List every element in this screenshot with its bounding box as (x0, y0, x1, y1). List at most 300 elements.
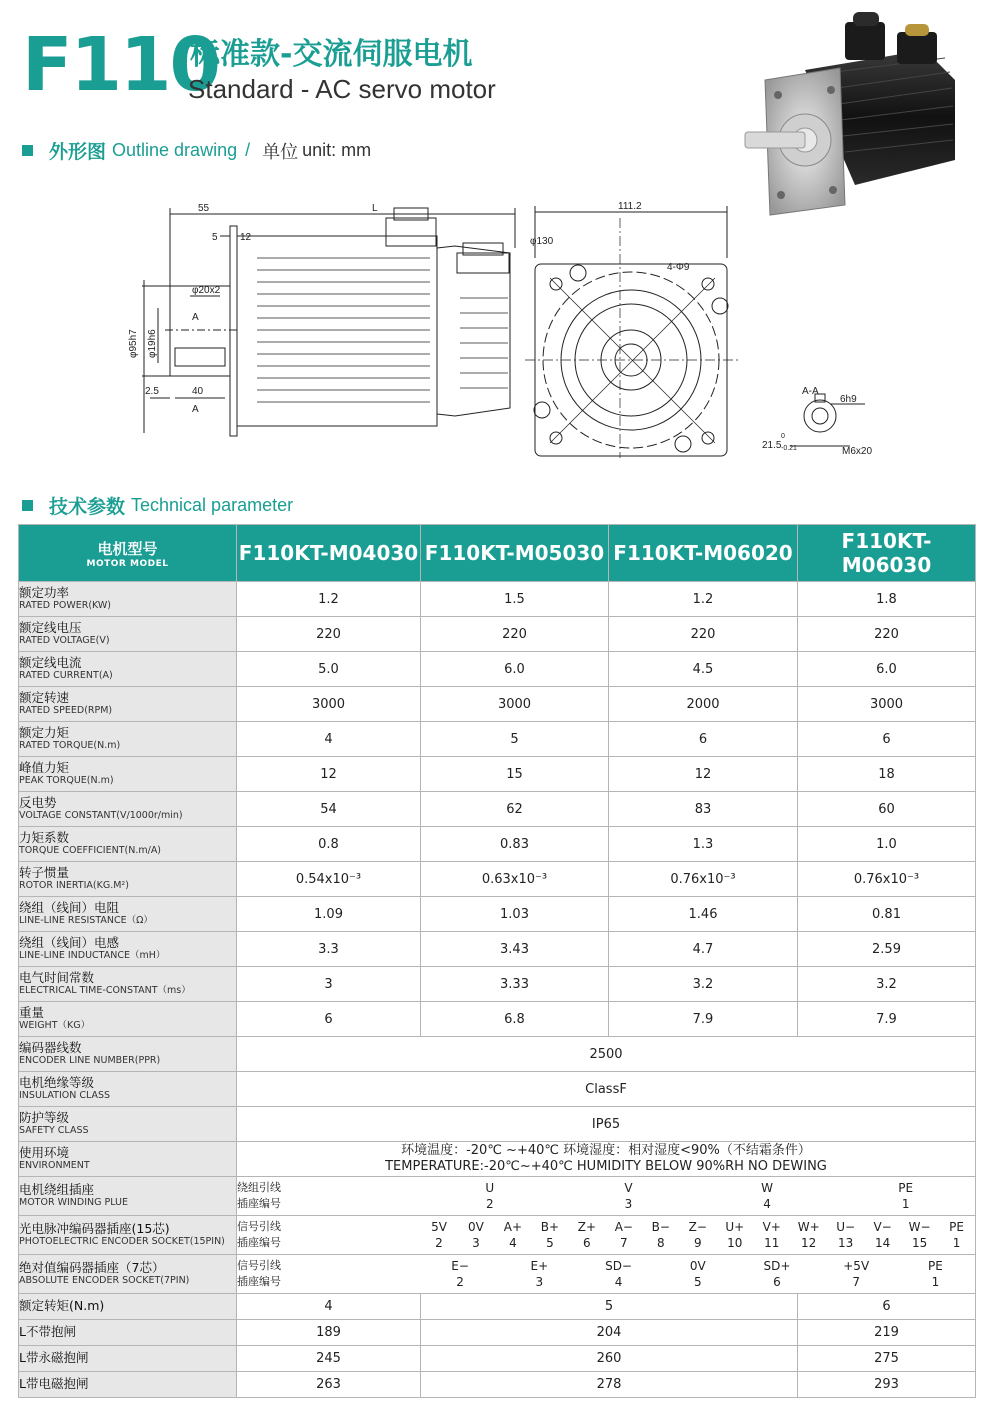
value-cell: ClassF (237, 1072, 976, 1107)
value-cell: 6 (237, 1002, 421, 1037)
row-label (19, 1346, 237, 1372)
unit-label-en: unit: mm (302, 140, 372, 160)
dim-111-2: 111.2 (618, 201, 642, 212)
value-cell: 3 (237, 967, 421, 1002)
tol-plus: 0 (781, 433, 785, 440)
pin-column (531, 1219, 568, 1251)
value-cell: 0.81 (798, 897, 976, 932)
value-cell: 220 (237, 617, 421, 652)
dim-55: 55 (198, 203, 210, 214)
pin-row-winding (19, 1177, 976, 1216)
pin-number: 7 (620, 1236, 628, 1250)
pin-number: 12 (801, 1236, 817, 1250)
pin-column (579, 1258, 658, 1290)
dim-phi19: φ19h6 (147, 329, 158, 358)
value-cell: 1.09 (237, 897, 421, 932)
pin-number: 5 (546, 1236, 554, 1250)
row-label-cn: 额定线电压 (19, 620, 82, 636)
pin-number: 4 (614, 1275, 623, 1289)
pin-sub-labels (237, 1216, 421, 1255)
value-cell: 204 (421, 1320, 798, 1346)
pin-column (836, 1180, 975, 1212)
pin-number: 1 (901, 1197, 910, 1211)
pin-number: 7 (852, 1275, 861, 1289)
environment-line-en: TEMPERATURE:-20℃~+40℃ HUMIDITY BELOW 90%RH NO DEWING (385, 1159, 827, 1174)
pin-signal: V− (873, 1219, 892, 1234)
pin-signal: E− (451, 1258, 469, 1273)
value-cell: 4 (237, 1294, 421, 1320)
table-row (19, 1346, 976, 1372)
signal-lead-label: 信号引线 (237, 1258, 281, 1272)
table-row (19, 687, 976, 722)
motor-photo (745, 10, 965, 215)
table-row (19, 792, 976, 827)
pin-column (421, 1219, 458, 1251)
value-cell: 275 (798, 1346, 976, 1372)
row-label (19, 1177, 237, 1216)
pin-number: 2 (435, 1236, 443, 1250)
table-row (19, 617, 976, 652)
pin-signal: PE (898, 1180, 914, 1195)
pin-column (605, 1219, 642, 1251)
model-name: F110KT-M06020 (609, 525, 798, 582)
value-cell: 0.76x10⁻³ (798, 862, 976, 897)
value-cell: 3.2 (609, 967, 798, 1002)
table-row (19, 932, 976, 967)
row-label (19, 967, 237, 1002)
value-cell: 54 (237, 792, 421, 827)
outline-title-cn: 外形图 (49, 141, 107, 163)
pin-signal: 0V (468, 1219, 484, 1234)
pin-number: 6 (583, 1236, 591, 1250)
model-name: F110KT-M04030 (237, 525, 421, 582)
dim-5: 5 (212, 232, 218, 243)
row-label-en: RATED TORQUE(N.m) (19, 739, 121, 751)
model-name: F110KT-M05030 (421, 525, 609, 582)
section-bullet (22, 145, 33, 156)
value-cell: 1.2 (237, 582, 421, 617)
row-label (19, 617, 237, 652)
pin-number: 1 (931, 1275, 940, 1289)
value-cell: 4.5 (609, 652, 798, 687)
value-cell: 7.9 (798, 1002, 976, 1037)
table-row (19, 582, 976, 617)
table-row (19, 897, 976, 932)
row-label-en: ENVIRONMENT (19, 1159, 90, 1171)
value-cell: 15 (421, 757, 609, 792)
value-cell: 3.3 (237, 932, 421, 967)
row-label-cn: 绕组（线间）电阻 (19, 900, 120, 916)
row-label (19, 1372, 237, 1398)
pin-column (568, 1219, 605, 1251)
model-header-cn: 电机型号 (97, 539, 158, 558)
row-label-cn: 使用环境 (19, 1145, 70, 1161)
value-cell: 220 (798, 617, 976, 652)
tech-section-header (22, 492, 293, 519)
pin-column (864, 1219, 901, 1251)
row-label-en: RATED SPEED(RPM) (19, 704, 113, 716)
pin-row-abs-enc (19, 1255, 976, 1294)
pin-signal: E+ (530, 1258, 549, 1273)
value-cell: 1.3 (609, 827, 798, 862)
value-cell: 263 (237, 1372, 421, 1398)
table-row (19, 1107, 976, 1142)
table-row (19, 1002, 976, 1037)
table-row (19, 652, 976, 687)
row-label-en: WEIGHT（KG） (19, 1019, 91, 1031)
pin-signal: V+ (762, 1219, 781, 1234)
environment-value (237, 1142, 976, 1177)
pin-grid (421, 1219, 976, 1251)
row-label (19, 1294, 237, 1320)
outline-drawing (130, 198, 880, 463)
value-cell: 6 (609, 722, 798, 757)
row-label-cn: 峰值力矩 (19, 760, 70, 776)
row-label (19, 1002, 237, 1037)
pin-column (737, 1258, 816, 1290)
pin-signal: +5V (843, 1258, 870, 1273)
outline-slash: / (245, 140, 251, 160)
value-cell: 2500 (237, 1037, 976, 1072)
row-label-en: RATED VOLTAGE(V) (19, 634, 110, 646)
pin-number: 14 (874, 1236, 891, 1250)
pin-sub-labels (237, 1255, 421, 1294)
pin-grid (421, 1258, 976, 1290)
row-label (19, 582, 237, 617)
pin-column (698, 1180, 837, 1212)
row-label-cn: 绝对值编码器插座（7芯） (19, 1260, 165, 1276)
pin-number: 10 (727, 1236, 743, 1250)
pin-column (500, 1258, 579, 1290)
pin-signal: W+ (797, 1219, 820, 1234)
value-cell: 0.76x10⁻³ (609, 862, 798, 897)
value-cell: 6.0 (421, 652, 609, 687)
pin-column (421, 1258, 500, 1290)
value-cell: 1.2 (609, 582, 798, 617)
row-label (19, 792, 237, 827)
pin-grid-cell (421, 1255, 976, 1294)
value-cell: 12 (609, 757, 798, 792)
pin-column (901, 1219, 938, 1251)
pin-number: 13 (838, 1236, 854, 1250)
pin-grid-cell (421, 1177, 976, 1216)
pin-signal: U (485, 1180, 495, 1195)
pin-column (716, 1219, 753, 1251)
spec-table (18, 524, 976, 1398)
row-label-cn: L带永磁抱闸 (19, 1350, 89, 1366)
pin-number: 5 (693, 1275, 702, 1289)
row-label-en: ENCODER LINE NUMBER(PPR) (19, 1054, 161, 1066)
signal-lead-label: 绕组引线 (237, 1180, 281, 1194)
dim-21-5: 21.5 (762, 440, 782, 451)
table-row (19, 1294, 976, 1320)
row-label-cn: 编码器线数 (19, 1040, 82, 1056)
table-row (19, 827, 976, 862)
environment-line-cn: 环境温度：-20℃ ~+40℃ 环境湿度：相对湿度<90%（不结霜条件） (401, 1142, 811, 1158)
value-cell: 4 (237, 722, 421, 757)
row-label (19, 827, 237, 862)
table-row (19, 967, 976, 1002)
dim-12: 12 (240, 232, 252, 243)
value-cell: 6 (798, 722, 976, 757)
row-label-en: RATED POWER(KW) (19, 599, 112, 611)
dim-L: L (372, 203, 378, 214)
value-cell: 2.59 (798, 932, 976, 967)
row-label-cn: 额定转矩(N.m) (19, 1298, 105, 1314)
dim-6h9: 6h9 (840, 394, 857, 405)
value-cell: 220 (421, 617, 609, 652)
unit-label-cn: 单位 (262, 141, 299, 163)
pin-column (679, 1219, 716, 1251)
section-aa-label: A-A (802, 386, 819, 397)
pin-signal: PE (949, 1219, 964, 1234)
pin-column (658, 1258, 737, 1290)
row-label-en: MOTOR WINDING PLUE (19, 1196, 128, 1208)
pin-number: 2 (456, 1275, 464, 1289)
pin-column (896, 1258, 975, 1290)
model-header-cell (19, 525, 237, 582)
row-label-en: PEAK TORQUE(N.m) (19, 774, 114, 786)
row-label-cn: L不带抱闸 (19, 1324, 76, 1340)
value-cell: 62 (421, 792, 609, 827)
value-cell: 5 (421, 1294, 798, 1320)
value-cell: 3000 (421, 687, 609, 722)
pin-signal: Z+ (577, 1219, 596, 1234)
value-cell: 0.54x10⁻³ (237, 862, 421, 897)
table-row (19, 757, 976, 792)
pin-number: 1 (952, 1236, 961, 1250)
pin-signal: A+ (503, 1219, 523, 1234)
row-label (19, 1320, 237, 1346)
pin-column (559, 1180, 698, 1212)
dim-phi130: φ130 (530, 236, 554, 247)
table-row (19, 1372, 976, 1398)
row-label (19, 1072, 237, 1107)
value-cell: 6.8 (421, 1002, 609, 1037)
page-title-en: Standard - AC servo motor (188, 74, 496, 104)
value-cell: IP65 (237, 1107, 976, 1142)
dim-phi95: φ95h7 (128, 329, 139, 358)
pin-column (753, 1219, 790, 1251)
socket-number-label: 插座编号 (237, 1197, 281, 1210)
row-label-en: INSULATION CLASS (19, 1089, 111, 1101)
row-label-en: VOLTAGE CONSTANT(V/1000r/min) (19, 809, 183, 821)
pin-row-photo-enc (19, 1216, 976, 1255)
value-cell: 12 (237, 757, 421, 792)
section-a-bottom: A (192, 404, 199, 415)
value-cell: 18 (798, 757, 976, 792)
pin-number: 4 (509, 1236, 517, 1250)
model-header-en: MOTOR MODEL (86, 558, 169, 569)
value-cell: 5.0 (237, 652, 421, 687)
value-cell: 293 (798, 1372, 976, 1398)
pin-signal: U+ (725, 1219, 745, 1234)
value-cell: 1.46 (609, 897, 798, 932)
dim-4-phi9: 4-Φ9 (667, 262, 690, 273)
value-cell: 60 (798, 792, 976, 827)
row-label-cn: 光电脉冲编码器插座(15芯) (19, 1221, 170, 1237)
pin-grid-cell (421, 1216, 976, 1255)
value-cell: 1.03 (421, 897, 609, 932)
value-cell: 0.8 (237, 827, 421, 862)
row-label (19, 1107, 237, 1142)
table-header-row (19, 525, 976, 582)
table-row (19, 862, 976, 897)
brand-model: F110 (22, 22, 220, 108)
value-cell: 220 (609, 617, 798, 652)
table-row (19, 1037, 976, 1072)
pin-signal: A− (614, 1219, 633, 1234)
pin-column (790, 1219, 827, 1251)
pin-signal: W (761, 1180, 773, 1195)
pin-number: 3 (472, 1236, 480, 1250)
pin-number: 15 (911, 1236, 928, 1250)
pin-signal: V (624, 1180, 633, 1195)
row-label-cn: 转子惯量 (19, 865, 70, 881)
pin-signal: SD− (605, 1258, 632, 1273)
value-cell: 6.0 (798, 652, 976, 687)
pin-number: 4 (763, 1197, 771, 1211)
pin-signal: 5V (431, 1219, 447, 1234)
pin-number: 2 (485, 1197, 494, 1211)
section-bullet (22, 500, 33, 511)
row-label-en: ROTOR INERTIA(KG.M²) (19, 879, 129, 891)
socket-number-label: 插座编号 (237, 1275, 281, 1288)
row-label-cn: 额定转速 (19, 690, 70, 706)
value-cell: 2000 (609, 687, 798, 722)
row-label-cn: L带电磁抱闸 (19, 1376, 89, 1392)
value-cell: 7.9 (609, 1002, 798, 1037)
table-row (19, 722, 976, 757)
table-row (19, 1072, 976, 1107)
pin-signal: B− (651, 1219, 670, 1234)
pin-number: 11 (764, 1236, 780, 1250)
pin-signal: U− (836, 1219, 856, 1234)
value-cell: 4.7 (609, 932, 798, 967)
row-label-en: LINE-LINE RESISTANCE（Ω） (19, 914, 153, 926)
row-label (19, 1142, 237, 1177)
page-title-cn: 标准款-交流伺服电机 (190, 37, 473, 72)
row-label (19, 1216, 237, 1255)
value-cell: 245 (237, 1346, 421, 1372)
row-label (19, 932, 237, 967)
dim-m6x20: M6x20 (842, 446, 873, 457)
row-label-cn: 电机绕组插座 (19, 1182, 95, 1198)
row-label-en: SAFETY CLASS (19, 1124, 89, 1136)
row-label-cn: 额定功率 (19, 585, 70, 601)
pin-signal: 0V (689, 1258, 706, 1273)
pin-signal: Z− (688, 1219, 707, 1234)
dim-40: 40 (192, 386, 204, 397)
pin-signal: SD+ (763, 1258, 791, 1273)
value-cell: 0.83 (421, 827, 609, 862)
row-label-cn: 力矩系数 (19, 830, 70, 846)
dim-2-5: 2.5 (145, 386, 159, 397)
pin-column (457, 1219, 494, 1251)
value-cell: 219 (798, 1320, 976, 1346)
row-label (19, 1037, 237, 1072)
signal-lead-label: 信号引线 (237, 1219, 281, 1233)
pin-number: 9 (693, 1236, 702, 1250)
pin-column (494, 1219, 531, 1251)
pin-grid (421, 1180, 976, 1212)
pin-signal: PE (928, 1258, 943, 1273)
row-label-cn: 防护等级 (19, 1110, 70, 1126)
pin-column (642, 1219, 679, 1251)
row-label (19, 897, 237, 932)
row-label-en: LINE-LINE INDUCTANCE（mH） (19, 949, 166, 961)
pin-column (938, 1219, 975, 1251)
row-label (19, 862, 237, 897)
value-cell: 189 (237, 1320, 421, 1346)
row-label-cn: 电气时间常数 (19, 970, 95, 986)
row-label (19, 687, 237, 722)
tech-title-cn: 技术参数 (49, 496, 126, 518)
pin-signal: B+ (540, 1219, 560, 1234)
row-label-en: PHOTOELECTRIC ENCODER SOCKET(15PIN) (19, 1235, 225, 1247)
pin-number: 8 (656, 1236, 665, 1250)
row-label-en: ELECTRICAL TIME-CONSTANT（ms） (19, 984, 191, 996)
value-cell: 3000 (798, 687, 976, 722)
value-cell: 1.8 (798, 582, 976, 617)
value-cell: 6 (798, 1294, 976, 1320)
model-name: F110KT-M06030 (798, 525, 976, 582)
socket-number-label: 插座编号 (237, 1236, 281, 1249)
row-label-cn: 电机绝缘等级 (19, 1075, 95, 1091)
row-label (19, 652, 237, 687)
pin-signal: W− (908, 1219, 931, 1234)
row-label-cn: 反电势 (19, 795, 57, 811)
value-cell: 5 (421, 722, 609, 757)
section-a-top: A (192, 312, 199, 323)
table-row (19, 1320, 976, 1346)
value-cell: 3000 (237, 687, 421, 722)
row-label-en: RATED CURRENT(A) (19, 669, 113, 681)
pin-column (817, 1258, 896, 1290)
pin-sub-labels (237, 1177, 421, 1216)
row-label (19, 722, 237, 757)
pin-column (827, 1219, 864, 1251)
table-row-environment (19, 1142, 976, 1177)
pin-number: 3 (624, 1197, 633, 1211)
value-cell: 0.63x10⁻³ (421, 862, 609, 897)
row-label-cn: 绕组（线间）电感 (19, 935, 120, 951)
outline-title-en: Outline drawing (112, 140, 238, 160)
outline-section-header (22, 137, 371, 164)
tech-title-en: Technical parameter (131, 495, 294, 515)
tol-minus: -0.21 (781, 445, 797, 452)
value-cell: 1.5 (421, 582, 609, 617)
dim-phi20: φ20x2 (192, 285, 221, 296)
value-cell: 1.0 (798, 827, 976, 862)
pin-number: 6 (773, 1275, 781, 1289)
pin-column (421, 1180, 560, 1212)
row-label-cn: 额定力矩 (19, 725, 70, 741)
row-label (19, 757, 237, 792)
row-label (19, 1255, 237, 1294)
value-cell: 3.33 (421, 967, 609, 1002)
row-label-cn: 额定线电流 (19, 655, 82, 671)
row-label-cn: 重量 (19, 1005, 45, 1021)
row-label-en: ABSOLUTE ENCODER SOCKET(7PIN) (19, 1274, 190, 1286)
value-cell: 3.43 (421, 932, 609, 967)
row-label-en: TORQUE COEFFICIENT(N.m/A) (19, 844, 162, 856)
value-cell: 83 (609, 792, 798, 827)
value-cell: 278 (421, 1372, 798, 1398)
value-cell: 260 (421, 1346, 798, 1372)
value-cell: 3.2 (798, 967, 976, 1002)
pin-number: 3 (535, 1275, 544, 1289)
